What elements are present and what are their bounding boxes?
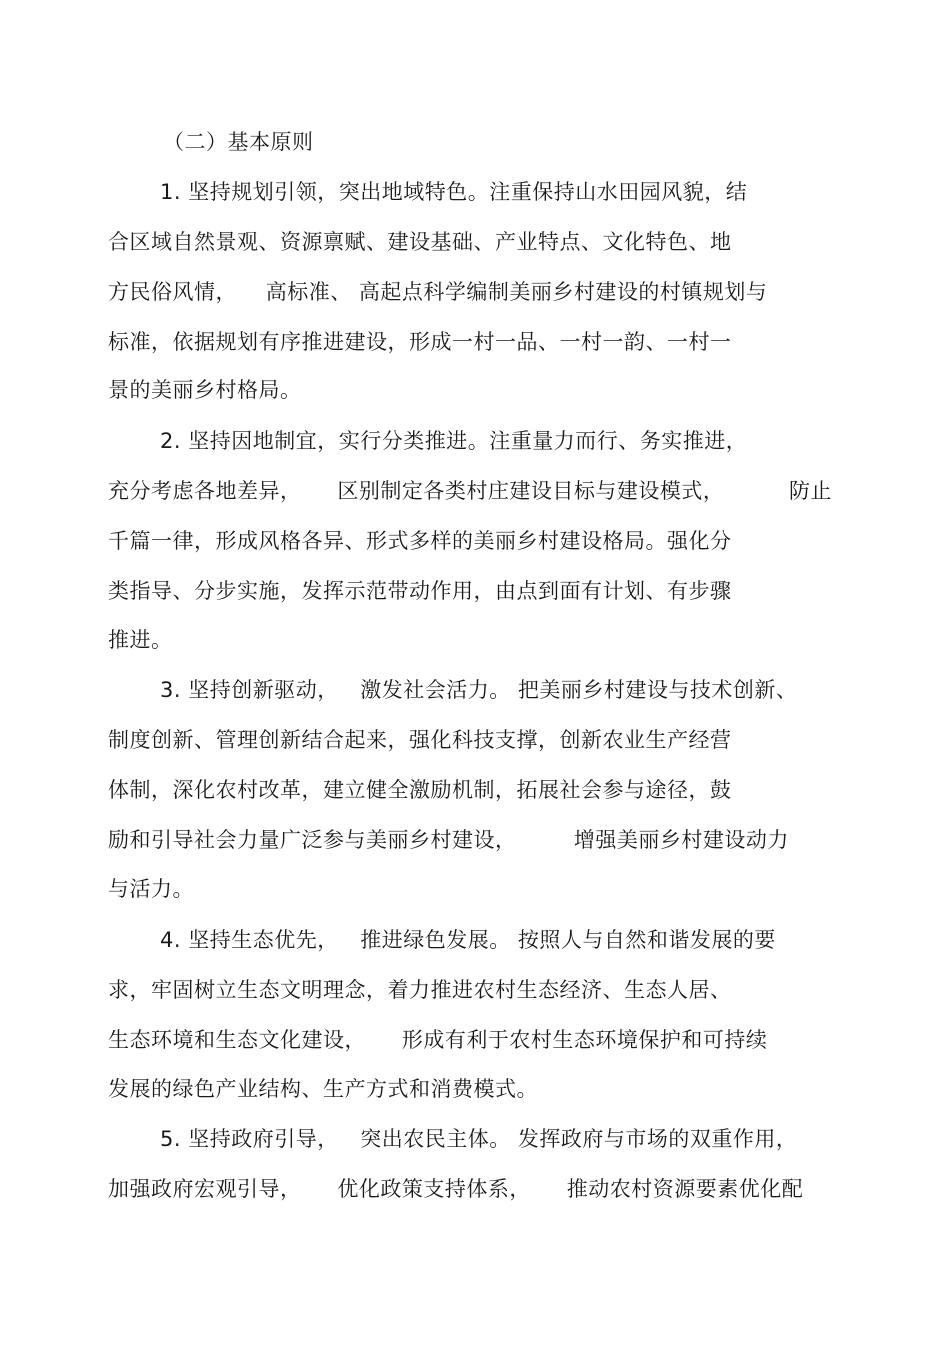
text-line: 与活力。 [108,877,194,901]
text-line: 千篇一律，形成风格各异、形式多样的美丽乡村建设格局。强化分 [108,529,732,553]
text-line: 励和引导社会力量广泛参与美丽乡村建设， 增强美丽乡村建设动力 [108,828,789,852]
text-line: 方民俗风情， 高标准、 高起点科学编制美丽乡村建设的村镇规划与 [108,280,768,304]
text-line: 类指导、分步实施，发挥示范带动作用，由点到面有计划、有步骤 [108,579,732,603]
text-line: 3. 坚持创新驱动， 激发社会活力。 把美丽乡村建设与技术创新、 [160,678,798,702]
text-line: 生态环境和生态文化建设， 形成有利于农村生态环境保护和可持续 [108,1028,768,1052]
text-line: 制度创新、管理创新结合起来，强化科技支撑，创新农业生产经营 [108,728,732,752]
text-line: 标准，依据规划有序推进建设，形成一村一品、一村一韵、一村一 [108,330,732,354]
text-line: 4. 坚持生态优先， 推进绿色发展。 按照人与自然和谐发展的要 [160,928,776,952]
text-line: 1. 坚持规划引领，突出地域特色。注重保持山水田园风貌，结 [160,180,748,204]
text-line: 求，牢固树立生态文明理念，着力推进农村生态经济、生态人居、 [108,978,732,1002]
text-line: 2. 坚持因地制宜，实行分类推进。注重量力而行、务实推进， [160,429,748,453]
text-line: 发展的绿色产业结构、生产方式和消费模式。 [108,1077,538,1101]
text-line: 体制，深化农村改革，建立健全激励机制，拓展社会参与途径，鼓 [108,778,732,802]
text-line: 充分考虑各地差异， 区别制定各类村庄建设目标与建设模式， 防止 [108,479,832,503]
text-line: 合区域自然景观、资源禀赋、建设基础、产业特点、文化特色、地 [108,230,732,254]
text-line: 加强政府宏观引导， 优化政策支持体系， 推动农村资源要素优化配 [108,1177,804,1201]
section-heading: （二）基本原则 [163,130,314,154]
text-line: 推进。 [108,628,173,652]
text-line: 景的美丽乡村格局。 [108,378,302,402]
text-line: 5. 坚持政府引导， 突出农民主体。 发挥政府与市场的双重作用， [160,1127,798,1151]
